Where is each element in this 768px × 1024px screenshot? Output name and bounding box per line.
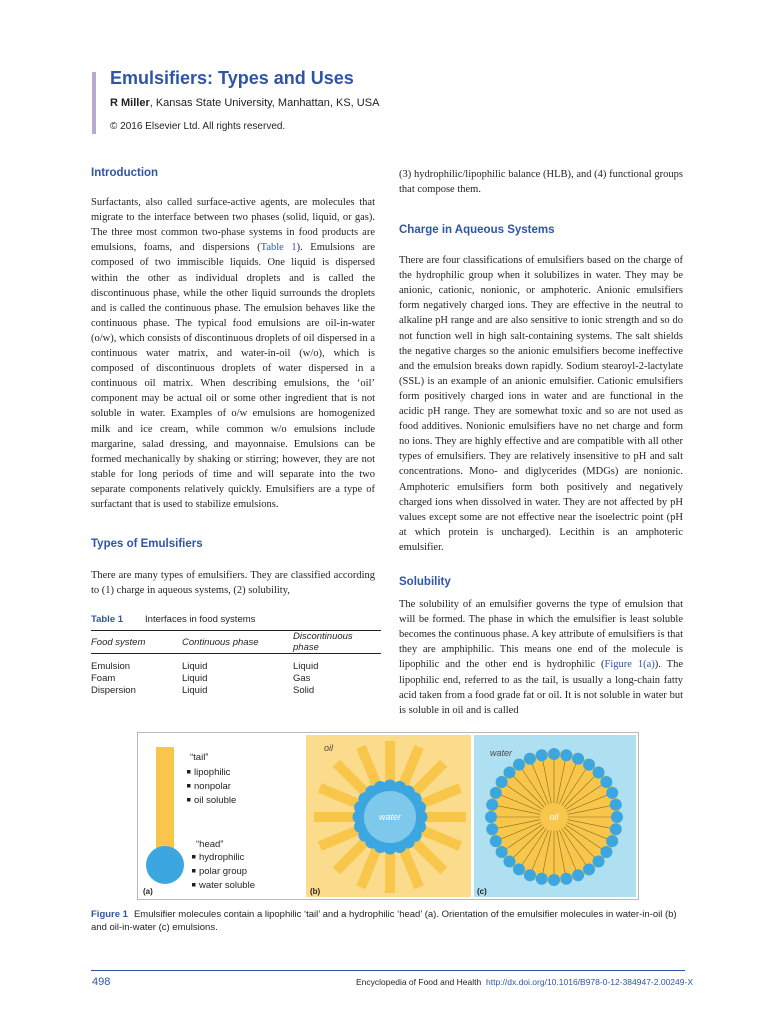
emulsifier-head — [490, 835, 502, 847]
emulsifier-head — [496, 846, 508, 858]
emulsifier-head — [524, 753, 536, 765]
emulsifier-head — [486, 823, 498, 835]
table-cell: Foam — [91, 672, 116, 684]
panel-c-oil-label: oil — [549, 812, 559, 822]
tail-property: lipophilic — [194, 767, 231, 778]
emulsifier-head — [536, 873, 548, 885]
footer-rule — [91, 970, 685, 971]
solubility-heading: Solubility — [399, 576, 451, 588]
emulsifier-head — [490, 787, 502, 799]
table-cell: Gas — [293, 672, 311, 684]
author-name: R Miller — [110, 97, 150, 109]
table-cell: Liquid — [182, 684, 208, 696]
emulsifier-head — [606, 835, 618, 847]
table-cell: Liquid — [293, 660, 319, 672]
table-header-cell: Continuous phase — [182, 636, 259, 648]
table-row — [91, 684, 381, 696]
author-line — [110, 97, 379, 109]
article-title: Emulsifiers: Types and Uses — [110, 68, 354, 88]
figure-1 — [137, 732, 639, 900]
table-cell: Solid — [293, 684, 315, 696]
panel-b-label: (b) — [310, 887, 321, 896]
author-affiliation: , Kansas State University, Manhattan, KS, USA — [149, 97, 380, 109]
tail-property: nonpolar — [194, 781, 231, 792]
emulsifier-head — [600, 776, 612, 788]
tail-title-label: “tail” — [190, 752, 209, 763]
table-header-cell: Discontinuous phase — [293, 631, 353, 653]
emulsifier-head-shape — [146, 846, 184, 884]
bullet-icon — [192, 883, 196, 887]
table-row — [91, 672, 381, 684]
emulsifier-head — [548, 874, 560, 886]
emulsifier-head — [496, 776, 508, 788]
emulsifier-head — [583, 863, 595, 875]
figure-caption-label: Figure 1 — [91, 909, 128, 920]
panel-c-water-label: water — [490, 748, 513, 758]
figure-1-diagram — [138, 733, 638, 899]
charge-heading: Charge in Aqueous Systems — [399, 224, 555, 236]
table-label: Table 1 — [91, 614, 124, 625]
emulsifier-head — [536, 749, 548, 761]
emulsifier-head — [485, 811, 497, 823]
emulsifier-head — [503, 766, 515, 778]
emulsifier-head — [572, 753, 584, 765]
emulsifier-tail-shape — [156, 747, 174, 857]
bullet-icon — [187, 798, 191, 802]
figure-caption-text: Emulsifier molecules contain a lipophilic ‘tail’ and a hydrophilic ‘head’ (a). Orientation of the emulsifier molecules in water-in-oil (b) and oil-in-water (c) emulsions. — [91, 909, 677, 933]
intro-text-part1: Surfactants, also called surface-active agents, are molecules that migrate to the interface between two phases (solid, liquid, or gas). The three most common two-phase systems in food products are emulsions, foams, and dispersions ( — [91, 197, 375, 254]
table-1 — [91, 614, 381, 696]
emulsifier-head — [548, 748, 560, 760]
table-1-link[interactable]: Table 1 — [260, 242, 297, 254]
table-caption — [91, 614, 381, 630]
continued-paragraph: (3) hydrophilic/lipophilic balance (HLB), and (4) functional groups that compose them. — [399, 169, 683, 196]
solubility-text-part2: ). The lipophilic end, referred to as the tail, is usually a long-chain fatty acid taken from a food grade fat or oil. It is not soluble in water but is soluble in oil and is called — [399, 659, 683, 716]
table-cell: Liquid — [182, 672, 208, 684]
bullet-icon — [192, 855, 196, 859]
intro-text-part2: ). Emulsions are composed of two immiscible liquids. One liquid is dispersed within the other as individual droplets and is called the discontinuous phase, while the other liquid surrounds the droplets and is called the continuous phase. The emulsion behaves like the continuous phase. The typical food emulsions are oil-in-water (o/w), which consists of discontinuous droplets of oil dispersed in a continuous water matrix, and water-in-oil (w/o), which is composed of discontinuous droplets of water dispersed in a continuous oil matrix. When describing emulsions, the ‘oil’ component may be actual oil or some other ingredient that is not soluble in water. Examples of o/w emulsions are homogenized milk and ice cream, while common w/o emulsions include margarine, salad dressing, and mayonnaise. Emulsions can be formed mechanically by shaking or stirring; however, they are not stable for long periods of time and will separate into the two separate components relatively quickly. Emulsifiers are a type of surfactant that is used to stabilize emulsions. — [91, 242, 376, 510]
right-column-solubility — [399, 575, 683, 718]
emulsifier-head — [503, 856, 515, 868]
emulsifier-head — [524, 869, 536, 881]
table-cell: Emulsion — [91, 660, 131, 672]
table-header-row — [91, 631, 381, 653]
emulsifier-head — [560, 873, 572, 885]
charge-paragraph: There are four classifications of emulsifiers based on the charge of the hydrophilic group when it solubilizes in water. They may be anionic, cationic, nonionic, or amphoteric. Anionic emulsifiers form negatively charged ions. They are effective in the neutral to alkaline pH range and are also sensitive to ionic strength and so do not function well in high salt-containing systems. The salt shields the negative charges so the anionic emulsifiers become ineffective and the emulsion breaks down rapidly. Sodium stearoyl-2-lactylate (SSL) is an example of an anionic emulsifier. Cationic emulsifiers form positively charged ions in water and are functional in the acidic pH range. They are somewhat toxic and so are not used as food additives. Nonionic emulsifiers have no net charge and form no ions. They are highly effective and are compatible with all other types of emulsifiers. They are relatively insensitive to pH and salt concentrations. Mono- and diglycerides (MDGs) are nonionic. Amphoteric emulsifiers form both positively and negatively charged ions when dissolved in water. They are not affected by pH values except some are not effective near the isoelectric point (pH at which protein is uncharged). Lecithin is an amphoteric emulsifier. — [399, 255, 683, 553]
copyright-notice: © 2016 Elsevier Ltd. All rights reserved. — [110, 121, 286, 132]
solubility-paragraph — [399, 597, 683, 718]
emulsifier-head — [600, 846, 612, 858]
emulsifier-head — [606, 787, 618, 799]
title-accent-bar — [92, 72, 96, 134]
emulsifier-head — [572, 869, 584, 881]
head-property: polar group — [199, 866, 248, 877]
panel-c-label: (c) — [477, 887, 487, 896]
figure-1a-link[interactable]: Figure 1(a) — [604, 659, 655, 671]
table-cell: Dispersion — [91, 684, 136, 696]
emulsifier-head — [583, 759, 595, 771]
right-column-continued — [399, 167, 683, 197]
solubility-text-part1: The solubility of an emulsifier governs the type of emulsion that will be formed. The phase in which the emulsifier is least soluble becomes the continuous phase. A key attribute of emulsifiers is that they are amphiphilic. This means one end of the molecule is lipophilic and the other end is hydrophilic ( — [399, 599, 683, 671]
emulsifier-head — [560, 749, 572, 761]
types-paragraph: There are many types of emulsifiers. They are classified according to (1) charge in aqueous systems, (2) solubility, — [91, 570, 375, 597]
head-property: hydrophilic — [199, 852, 245, 863]
figure-1-caption — [91, 908, 691, 934]
panel-a-label: (a) — [143, 887, 153, 896]
table-row — [91, 660, 381, 672]
table-caption-text: Interfaces in food systems — [145, 614, 256, 625]
bullet-icon — [187, 784, 191, 788]
table-header-cell: Food system — [91, 636, 146, 648]
types-heading: Types of Emulsifiers — [91, 538, 203, 550]
panel-b-oil-label: oil — [324, 743, 334, 753]
left-column-types — [91, 537, 375, 598]
tail-property: oil soluble — [194, 795, 237, 806]
doi-link[interactable]: http://dx.doi.org/10.1016/B978-0-12-384947-2.00249-X — [486, 977, 693, 987]
head-title-label: “head” — [196, 839, 224, 850]
emulsifier-head — [513, 759, 525, 771]
emulsifier-head — [611, 811, 623, 823]
emulsifier-head — [593, 856, 605, 868]
head-property: water soluble — [199, 880, 255, 891]
introduction-heading: Introduction — [91, 167, 159, 179]
emulsifier-head — [486, 799, 498, 811]
left-column-intro — [91, 166, 375, 512]
panel-b-water-label: water — [378, 812, 402, 822]
bullet-icon — [192, 869, 196, 873]
page-number: 498 — [92, 976, 111, 988]
emulsifier-head — [610, 799, 622, 811]
introduction-paragraph — [91, 195, 375, 512]
right-column-charge — [399, 223, 683, 555]
journal-name: Encyclopedia of Food and Health — [356, 977, 482, 987]
emulsifier-head — [513, 863, 525, 875]
bullet-icon — [187, 770, 191, 774]
emulsifier-head — [610, 823, 622, 835]
emulsifier-head — [593, 766, 605, 778]
table-cell: Liquid — [182, 660, 208, 672]
